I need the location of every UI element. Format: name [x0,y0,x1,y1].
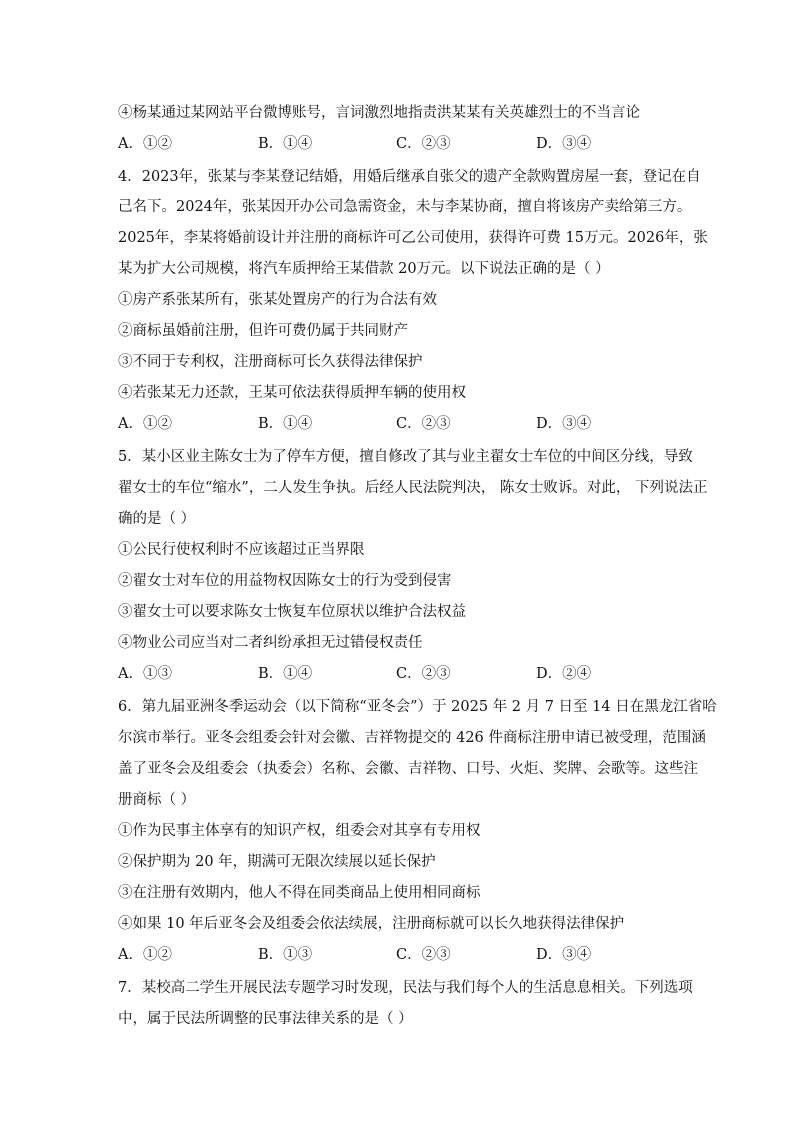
q6-options [118,945,678,965]
q4-stem-line: 己名下。2024年，张某因开办公司急需资金，未与李某协商，擅自将该房产卖给第三方。 [118,199,692,215]
q5-option-d: D．②④ [536,666,592,682]
q4-item-1: ①房产系张某所有，张某处置房产的行为合法有效 [118,292,437,308]
q4-option-a: A．①② [118,416,172,432]
q3-option-c: C．②③ [396,136,451,152]
q5-stem-line: 翟女士的车位“缩水”，二人发生争执。后经人民法院判决， 陈女士败诉。对此， 下列说法正 [118,480,708,496]
q4-option-b: B．①④ [258,416,313,432]
q5-option-c: C．②③ [396,666,451,682]
q4-item-2: ②商标虽婚前注册，但许可费仍属于共同财产 [118,323,408,339]
q5-item-3: ③翟女士可以要求陈女士恢复车位原状以维护合法权益 [118,604,466,620]
q5-stem-line: 5．某小区业主陈女士为了停车方便，擅自修改了其与业主翟女士车位的中间区分线，导致 [118,449,693,465]
q6-item-4: ④如果 10 年后亚冬会及组委会依法续展，注册商标就可以长久地获得法律保护 [118,916,625,932]
q5-options [118,664,678,684]
q4-item-3: ③不同于专利权，注册商标可长久获得法律保护 [118,354,423,370]
q4-option-c: C．②③ [396,416,451,432]
q5-item-1: ①公民行使权利时不应该超过正当界限 [118,542,365,558]
q4-stem-line: 4．2023年，张某与李某登记结婚，用婚后继承自张父的遗产全款购置房屋一套，登记在自 [118,169,701,185]
q5-option-a: A．①③ [118,666,172,682]
q4-item-4: ④若张某无力还款，王某可依法获得质押车辆的使用权 [118,385,466,401]
q5-item-2: ②翟女士对车位的用益物权因陈女士的行为受到侵害 [118,573,452,589]
q6-stem-line: 盖了亚冬会及组委会（执委会）名称、会徽、吉祥物、口号、火炬、奖牌、会歌等。这些注 [118,761,698,777]
q6-option-a: A．①② [118,947,172,963]
q6-item-2: ②保护期为 20 年，期满可无限次续展以延长保护 [118,854,436,870]
q6-stem-line: 尔滨市举行。亚冬会组委会针对会徽、吉祥物提交的 426 件商标注册申请已被受理，范围涵 [118,730,706,746]
q6-option-d: D．③④ [536,947,592,963]
q5-stem-line: 确的是（ ） [118,511,196,527]
q3-option-b: B．①④ [258,136,313,152]
q3-option-a: A．①② [118,136,172,152]
q6-stem-line: 册商标（ ） [118,792,196,808]
q6-stem-line: 6．第九届亚洲冬季运动会（以下简称“亚冬会”）于 2025 年 2 月 7 日至 14 日在黑龙江省哈 [118,699,717,715]
q5-item-4: ④物业公司应当对二者纠纷承担无过错侵权责任 [118,635,423,651]
q3-option-d: D．③④ [536,136,592,152]
q4-stem-line: 2025年，李某将婚前设计并注册的商标许可乙公司使用，获得许可费 15万元。2026年，张 [118,230,708,246]
q6-item-3: ③在注册有效期内，他人不得在同类商品上使用相同商标 [118,885,481,901]
q6-option-c: C．②③ [396,947,451,963]
q3-item-4: ④杨某通过某网站平台微博账号，言词激烈地指责洪某某有关英雄烈士的不当言论 [118,105,640,121]
q4-stem-line: 某为扩大公司规模，将汽车质押给王某借款 20万元。以下说法正确的是（ ） [118,261,610,277]
q7-stem-line: 中，属于民法所调整的民事法律关系的是（ ） [118,1011,413,1027]
q4-option-d: D．③④ [536,416,592,432]
q6-item-1: ①作为民事主体享有的知识产权，组委会对其享有专用权 [118,823,481,839]
q6-option-b: B．①③ [258,947,313,963]
q5-option-b: B．①④ [258,666,313,682]
q4-options [118,414,678,434]
q7-stem-line: 7．某校高二学生开展民法专题学习时发现，民法与我们每个人的生活息息相关。下列选项 [118,980,693,996]
q3-options [118,134,678,154]
